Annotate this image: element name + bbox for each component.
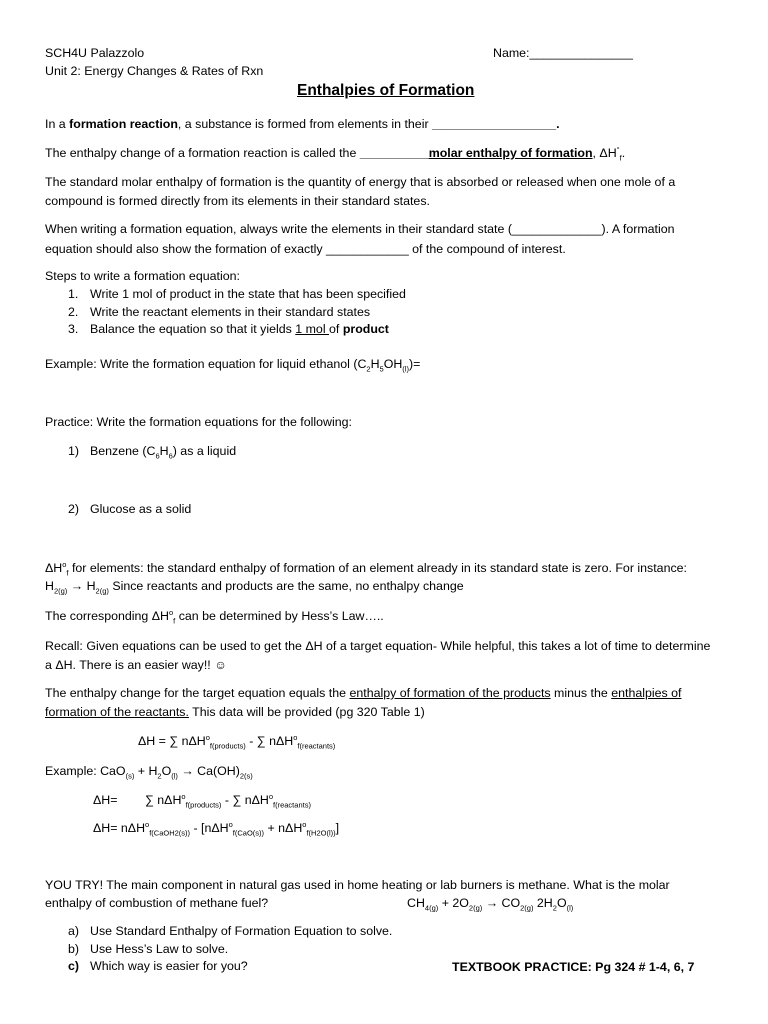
list-item: 1. Write 1 mol of product in the state that has been specified — [68, 287, 406, 301]
unit-label: Unit 2: Energy Changes & Rates of Rxn — [45, 64, 264, 78]
hess-law-line: The corresponding $\Delta H^o_f$ can be determined by Hess’s Law….. — [45, 607, 384, 626]
practice-question-glucose: 2) Glucose as a solid — [68, 502, 192, 516]
you-try-line1: YOU TRY! The main component in natural gas used in home heating or lab burners is methane. What is the molar — [45, 878, 670, 892]
enthalpy-formula: ΔH = ∑ nΔH$^o_{f(products)}$ - ∑ nΔH$^o_{f(reactants)}$ — [138, 732, 336, 751]
formation-reaction-paragraph: In a formation reaction, a substance is formed from elements in their __________________. — [45, 117, 560, 131]
list-item: a) Use Standard Enthalpy of Formation Equation to solve. — [68, 924, 393, 938]
recall-paragraph: Recall: Given equations can be used to get the ΔH of a target equation- While helpful, this takes a lot of time to determine a ΔH. There is an easier way!! ☺ — [45, 639, 711, 672]
list-item: 3. Balance the equation so that it yields 1 mol of product — [68, 322, 389, 336]
example-formula-line: ΔH= ∑ nΔH$^o_{f(products)}$ - ∑ nΔH$^o_{f(reactants)}$ — [93, 791, 311, 810]
list-item: b) Use Hess’s Law to solve. — [68, 941, 229, 956]
steps-heading: Steps to write a formation equation: — [45, 269, 240, 283]
elements-enthalpy-line: $\Delta H^o_f$ for elements: the standard enthalpy of formation of an element already in its standard state is zero. For instance: — [45, 559, 687, 578]
course-label: SCH4U Palazzolo — [45, 46, 145, 60]
calcium-oxide-example: Example: $CaO_{(s)} + H_2O_{(l)} \to Ca(OH)_{2(s)}$ — [45, 764, 253, 781]
practice-question-benzene: 1) Benzene $(C_6H_6)$ as a liquid — [68, 444, 237, 461]
ethanol-example: Example: Write the formation equation for liquid ethanol $(C_2H_5OH_{(l)})=$ — [45, 357, 421, 374]
steps-list — [68, 286, 406, 339]
list-item: c) Which way is easier for you? — [68, 959, 248, 973]
list-item: 2. Write the reactant elements in their standard states — [68, 304, 371, 319]
textbook-practice-note: TEXTBOOK PRACTICE: Pg 324 # 1-4, 6, 7 — [452, 960, 695, 974]
name-field-label: Name:_______________ — [493, 46, 633, 60]
hydrogen-example-line: $H_{2(g)} \to H_{2(g)}$ Since reactants and products are the same, no enthalpy change — [45, 579, 464, 596]
standard-state-paragraph: When writing a formation equation, always write the elements in their standard state (_____________). A formation equation should also show the formation of exactly ____________ of the compound of interest. — [45, 222, 675, 256]
methane-combustion-equation: $CH_{4(g)} + 2O_{2(g)} \to CO_{2(g)}$ $2H_2O_{(l)}$ — [407, 896, 574, 913]
example-substituted-line: ΔH= nΔH$^o_{f(CaOH2(s))}$ - [nΔH$^o_{f(CaO(s))}$ + nΔH$^o_{f(H2O(l))}$] — [93, 819, 340, 838]
target-equation-paragraph: The enthalpy change for the target equation equals the enthalpy of formation of the products minus the enthalpies of formation of the reactants. This data will be provided (pg 320 Table 1) — [45, 686, 682, 719]
you-try-line2: enthalpy of combustion of methane fuel? — [45, 896, 269, 910]
page-title: Enthalpies of Formation — [297, 82, 475, 99]
you-try-list — [68, 923, 392, 976]
enthalpy-change-paragraph: The enthalpy change of a formation reaction is called the __________molar enthalpy of formation, $\Delta H^\circ_f$. — [45, 144, 626, 163]
standard-molar-enthalpy-paragraph: The standard molar enthalpy of formation is the quantity of energy that is absorbed or released when one mole of a compound is formed directly from its elements in their standard states. — [45, 175, 676, 208]
practice-heading: Practice: Write the formation equations for the following: — [45, 415, 352, 429]
